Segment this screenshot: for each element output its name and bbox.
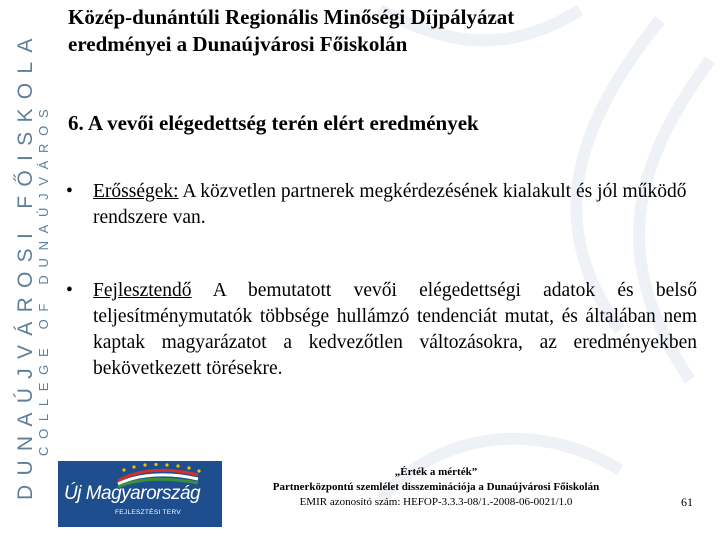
footer-project-description: Partnerközpontú szemlélet disszeminációja a Dunaújvárosi Főiskolán — [272, 481, 600, 493]
footer — [226, 465, 646, 510]
slide-title-line-1: Közép-dunántúli Regionális Minőségi Díjpályázat — [68, 5, 515, 29]
strengths-label: Erősségek: — [93, 181, 179, 202]
slide-title-line-2: eredményei a Dunaújvárosi Főiskolán — [68, 32, 408, 56]
slide-title — [68, 4, 514, 58]
improvements-label: Fejlesztendő — [93, 280, 192, 301]
section-heading: 6. A vevői elégedettség terén elért eredmények — [68, 111, 479, 135]
bullet-strengths-text — [93, 179, 697, 231]
logo-title: Új Magyarország — [64, 483, 201, 504]
bullet-marker: • — [66, 280, 73, 301]
strengths-description: A közvetlen partnerek megkérdezésének kialakult és jól működő rendszere van. — [93, 181, 687, 228]
college-name-hungarian: DUNAÚJVÁROSI FŐISKOLA — [14, 29, 37, 500]
college-name-english: COLLEGE OF DUNAÚJVÁROS — [36, 101, 51, 456]
bullet-improvements-text — [93, 278, 697, 382]
uj-magyarorszag-logo — [58, 461, 222, 527]
sidebar-college-band — [0, 0, 58, 540]
bullet-marker: • — [66, 181, 73, 202]
improvements-description: A bemutatott vevői elégedettségi adatok és belső teljesítménymutatók többsége hullámzó tendenciát mutat, és általában nem kaptak magyarázatot a kedvezőtlen változásokra, az eredményekben bekövetkezett törésekre. — [93, 280, 697, 379]
footer-project-name: „Érték a mérték” — [394, 466, 478, 478]
watermark-graphic — [20, 0, 720, 540]
logo-subtitle: FEJLESZTÉSI TERV — [115, 509, 181, 516]
page-number: 61 — [681, 495, 693, 509]
footer-project-id: EMIR azonosító szám: HEFOP-3.3.3-08/1.-2008-06-0021/1.0 — [299, 496, 573, 508]
